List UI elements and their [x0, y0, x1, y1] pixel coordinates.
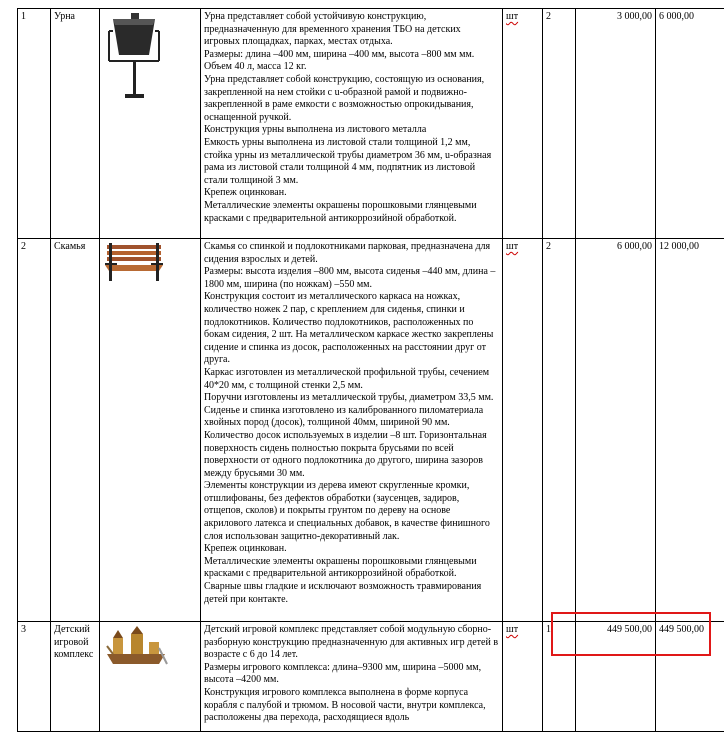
unit-price: 3 000,00: [576, 9, 656, 239]
trash-bin-image: [100, 9, 201, 239]
line-total: 6 000,00: [656, 9, 724, 239]
bench-image: [100, 239, 201, 622]
unit-of-measure: шт: [503, 239, 543, 622]
unit-of-measure: шт: [503, 622, 543, 732]
desc-line: Сиденье и спинка изготовлено из калиброванного пиломатериала хвойных пород (досок), толщиной 40мм, шириной 90 мм. Количество досок используемых в изделии –8 шт. Горизонтальная поверхность сидень полностью покрыта брусьями по всей поверхности от одного подлокотника до другого, ширина зазоров между брусьями 30 мм.: [204, 405, 499, 481]
unit-price: 6 000,00: [576, 239, 656, 622]
desc-line: Размеры игрового комплекса: длина–9300 мм, ширина –5000 мм, высота –4200 мм.: [204, 662, 499, 687]
row-number: 2: [18, 239, 51, 622]
item-name: Детский игровой комплекс: [51, 622, 100, 732]
table-row: [18, 239, 724, 622]
table-row: [18, 9, 724, 239]
desc-line: Емкость урны выполнена из листовой стали толщиной 1,2 мм, стойка урны из металлической трубы диаметром 36 мм, u-образная рама из листовой стали толщиной 4 мм, подпятник из листовой стали толщиной 3 мм.: [204, 137, 499, 187]
quantity: 2: [543, 239, 576, 622]
playground-complex-icon: [103, 624, 169, 668]
desc-line: Металлические элементы окрашены порошковыми глянцевыми красками с предварительной антикоррозийной обработкой.: [204, 556, 499, 581]
quantity: 1: [543, 622, 576, 732]
unit-price: 449 500,00: [576, 622, 656, 732]
desc-line: Размеры: высота изделия –800 мм, высота сиденья –440 мм, длина –1800 мм, ширина (по ножкам) –550 мм.: [204, 266, 499, 291]
unit-of-measure: шт: [503, 9, 543, 239]
playground-complex-image: [100, 622, 201, 732]
table-row: [18, 622, 724, 732]
item-description: [201, 9, 503, 239]
desc-line: Каркас изготовлен из металлической профильной трубы, сечением 40*20 мм, с толщиной стенки 2,5 мм.: [204, 367, 499, 392]
trash-bin-icon: [103, 11, 163, 101]
item-description: [201, 622, 503, 732]
desc-line: Размеры: длина –400 мм, ширина –400 мм, высота –800 мм мм.: [204, 49, 499, 62]
desc-line: Крепеж оцинкован.: [204, 187, 499, 200]
desc-line: Детский игровой комплекс представляет собой модульную сборно-разборную конструкцию предназначенную для активных игр детей в возрасте с 6 до 14 лет.: [204, 624, 499, 662]
desc-line: Конструкция урны выполнена из листового металла: [204, 124, 499, 137]
item-description: [201, 239, 503, 622]
desc-line: Крепеж оцинкован.: [204, 543, 499, 556]
desc-line: Металлические элементы окрашены порошковыми глянцевыми красками с предварительной антикоррозийной обработкой.: [204, 200, 499, 225]
row-number: 3: [18, 622, 51, 732]
desc-line: Объем 40 л, масса 12 кг.: [204, 61, 499, 74]
desc-line: Урна представляет собой устойчивую конструкцию, предназначенную для временного хранения ТБО на детских игровых площадках, парках, местах отдыха.: [204, 11, 499, 49]
line-total: 12 000,00: [656, 239, 724, 622]
desc-line: Урна представляет собой конструкцию, состоящую из основания, закрепленной на нем стойки с u-образной рамой и подвижно-закрепленной в раме емкости с возможностью опрокидывания, оснащенной ручкой.: [204, 74, 499, 124]
line-total: 449 500,00: [656, 622, 724, 732]
quantity: 2: [543, 9, 576, 239]
desc-line: Конструкция игрового комплекса выполнена в форме корпуса корабля с палубой и трюмом. В носовой части, внутри комплекса, расположены два перехода, расходящиеся вдоль: [204, 687, 499, 725]
desc-line: Конструкция состоит из металлического каркаса на ножках, количество ножек 2 пар, с креплением для сиденья, спинки и подлокотников. Количество подлокотников, расположенных по бокам сидения, 2 шт. На металлическом каркасе жестко закреплены сидение и спинка из досок, расположенных на расстоянии друг от друга.: [204, 291, 499, 367]
desc-line: Скамья со спинкой и подлокотниками парковая, предназначена для сидения взрослых и детей.: [204, 241, 499, 266]
item-name: Скамья: [51, 239, 100, 622]
bench-icon: [103, 241, 165, 283]
desc-line: Поручни изготовлены из металлической трубы, диаметром 33,5 мм.: [204, 392, 499, 405]
row-number: 1: [18, 9, 51, 239]
item-name: Урна: [51, 9, 100, 239]
specification-table: [17, 8, 724, 732]
desc-line: Сварные швы гладкие и исключают возможность травмирования детей при контакте.: [204, 581, 499, 606]
desc-line: Элементы конструкции из дерева имеют скругленные кромки, отшлифованы, без дефектов обработки (заусенцев, задиров, отщепов, сколов) и покрыты грунтом по дереву на основе акрилового латекса и специальных добавок, в качестве финишного слоя использован защитно-декоративный лак.: [204, 480, 499, 543]
